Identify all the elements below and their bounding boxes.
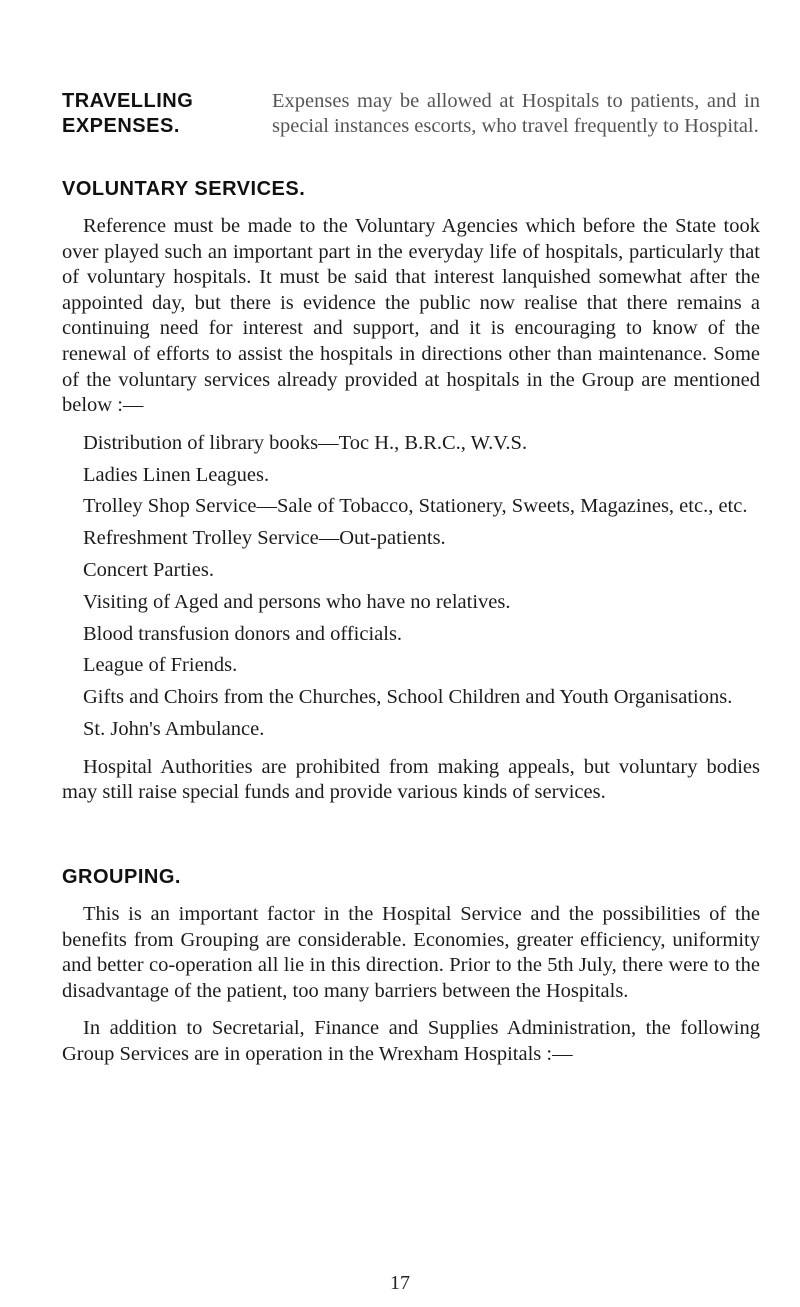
list-item: Refreshment Trolley Service—Out-patients. [83,527,446,550]
grouping-paragraph-2: In addition to Secretarial, Finance and Supplies Administration, the following Group Services are in operation in the Wrexham Hospitals :— [62,1017,760,1065]
list-item: Distribution of library books—Toc H., B.R.C., W.V.S. [83,431,528,454]
grouping-paragraph-1: This is an important factor in the Hospital Service and the possibilities of the benefits from Grouping are considerable. Economies, greater efficiency, uniformity and better co-operation all lie in this direction. Prior to the 5th July, there were to the disadvantage of the patient, too many barriers between the Hospitals. [62,902,760,1002]
list-item: League of Friends. [83,654,238,677]
list-item: Blood transfusion donors and officials. [83,622,403,645]
voluntary-services-section [62,176,760,806]
grouping-section [62,864,760,1068]
list-item: Trolley Shop Service—Sale of Tobacco, Stationery, Sweets, Magazines, etc., etc. [83,495,748,518]
voluntary-intro-paragraph: Reference must be made to the Voluntary Agencies which before the State took over played such an important part in the everyday life of hospitals, particularly that of voluntary hospitals. It must be said that interest lanquished somewhat after the appointed day, but there is evidence the public now realise that there remains a continuing need for interest and support, and it is encouraging to know of the renewal of efforts to assist the hospitals in directions other than maintenance. Some of the voluntary services already provided at hospitals in the Group are mentioned below :— [62,215,760,417]
travelling-expenses-text: Expenses may be allowed at Hospitals to patients, and in special instances escorts, who travel frequently to Hospital. [272,90,760,137]
voluntary-services-heading: VOLUNTARY SERVICES. [62,178,306,200]
list-item: Ladies Linen Leagues. [83,463,270,486]
page-number: 17 [390,1272,410,1294]
heading-line: TRAVELLING [62,90,194,112]
travelling-expenses-section [62,89,760,139]
grouping-heading: GROUPING. [62,865,181,888]
heading-line: EXPENSES. [62,115,180,137]
travelling-expenses-heading [62,89,272,139]
voluntary-closing-paragraph: Hospital Authorities are prohibited from making appeals, but voluntary bodies may still raise special funds and provide various kinds of services. [62,755,760,804]
voluntary-services-list [62,431,760,743]
list-item: Concert Parties. [83,558,214,581]
list-item: St. John's Ambulance. [83,717,265,740]
document-page [62,89,760,1067]
list-item: Gifts and Choirs from the Churches, School Children and Youth Organisations. [83,686,733,709]
list-item: Visiting of Aged and persons who have no relatives. [83,590,511,613]
